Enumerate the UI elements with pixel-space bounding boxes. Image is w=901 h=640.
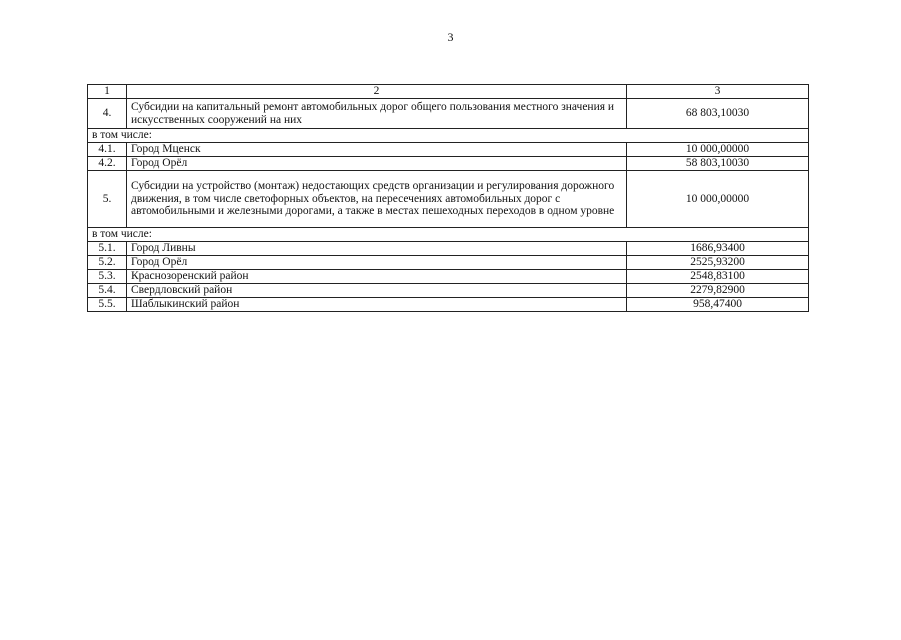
row-value: 58 803,10030	[627, 157, 809, 171]
row-value: 10 000,00000	[627, 171, 809, 228]
row-value: 2279,82900	[627, 284, 809, 298]
row-value: 68 803,10030	[627, 99, 809, 129]
row-number: 5.	[88, 171, 127, 228]
row-number: 4.2.	[88, 157, 127, 171]
subheading: в том числе:	[88, 228, 809, 242]
row-name: Город Ливны	[127, 242, 627, 256]
table-row	[88, 171, 809, 228]
row-name: Город Мценск	[127, 143, 627, 157]
column-header-2: 2	[127, 85, 627, 99]
row-number: 5.4.	[88, 284, 127, 298]
row-name: Краснозоренский район	[127, 270, 627, 284]
table-header-row	[88, 85, 809, 99]
subheading: в том числе:	[88, 129, 809, 143]
table-row	[88, 298, 809, 312]
table-row	[88, 99, 809, 129]
row-number: 4.1.	[88, 143, 127, 157]
subheading-row	[88, 129, 809, 143]
table-row	[88, 256, 809, 270]
page-number: 3	[447, 30, 454, 44]
row-number: 5.1.	[88, 242, 127, 256]
row-name: Город Орёл	[127, 256, 627, 270]
table-row	[88, 284, 809, 298]
row-number: 4.	[88, 99, 127, 129]
table-row	[88, 242, 809, 256]
subsidy-table	[87, 84, 809, 312]
row-number: 5.3.	[88, 270, 127, 284]
row-name: Свердловский район	[127, 284, 627, 298]
row-name: Субсидии на капитальный ремонт автомобильных дорог общего пользования местного значения и искусственных сооружений на них	[127, 99, 627, 129]
column-header-1: 1	[88, 85, 127, 99]
row-value: 2525,93200	[627, 256, 809, 270]
column-header-3: 3	[627, 85, 809, 99]
row-value: 1686,93400	[627, 242, 809, 256]
row-name: Город Орёл	[127, 157, 627, 171]
subheading-row	[88, 228, 809, 242]
table-row	[88, 270, 809, 284]
row-value: 958,47400	[627, 298, 809, 312]
table-row	[88, 143, 809, 157]
row-number: 5.2.	[88, 256, 127, 270]
row-value: 2548,83100	[627, 270, 809, 284]
row-number: 5.5.	[88, 298, 127, 312]
row-name: Шаблыкинский район	[127, 298, 627, 312]
row-name: Субсидии на устройство (монтаж) недостающих средств организации и регулирования дорожного движения, в том числе светофорных объектов, на пересечениях автомобильных дорог с автомобильными и железными дорогами, а также в местах пешеходных переходов в одном уровне	[127, 171, 627, 228]
table-row	[88, 157, 809, 171]
row-value: 10 000,00000	[627, 143, 809, 157]
